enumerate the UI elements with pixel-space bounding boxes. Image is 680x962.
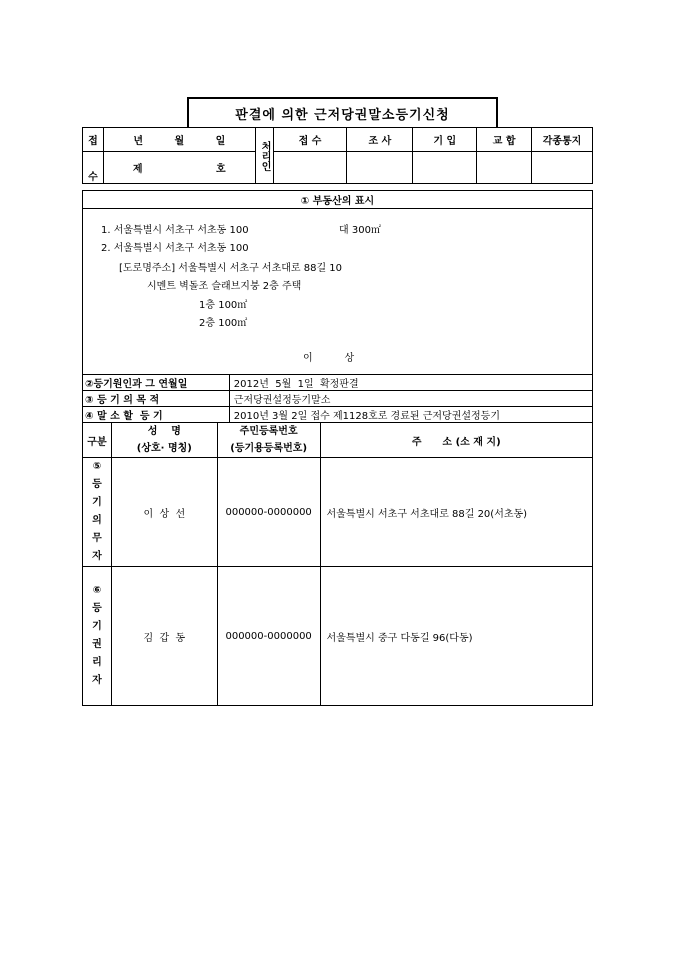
property-header: ① 부동산의 표시 (82, 190, 593, 209)
obligor-label-ch5: 자 (92, 551, 102, 562)
cell-gyohap (477, 152, 532, 184)
col-giip: 기 입 (413, 128, 477, 152)
col-name-sub: (상호· 명칭) (136, 443, 192, 454)
col-name (111, 423, 217, 458)
property-line-1: 1. 서울특별시 서초구 서초동 100 (101, 225, 249, 236)
property-end-mark: 이 상 (303, 353, 355, 364)
holder-label (83, 567, 112, 706)
col-name-main: 성 명 (147, 426, 181, 437)
cause-value: 2012년 5월 1일 확정판결 (229, 375, 592, 391)
holder-address: 서울특별시 중구 다동길 96(다동) (320, 567, 592, 706)
obligor-name: 이 상 선 (111, 458, 217, 567)
cause-label: ②등기원인과 그 연월일 (83, 375, 230, 391)
obligor-id: 000000-0000000 (217, 458, 320, 567)
purpose-value: 근저당권설정등기말소 (229, 391, 592, 407)
cell-josa (347, 152, 413, 184)
obligor-label-ch2: 기 (92, 497, 102, 508)
col-josa: 조 사 (347, 128, 413, 152)
cell-notice (532, 152, 593, 184)
col-id-sub: (등기용등록번호) (230, 443, 308, 454)
holder-name: 김 갑 동 (111, 567, 217, 706)
obligor-address: 서울특별시 서초구 서초대로 88길 20(서초동) (320, 458, 592, 567)
cancel-value: 2010년 3월 2일 접수 제1128호로 경료된 근저당권설정등기 (229, 407, 592, 423)
registration-info-table (82, 374, 593, 423)
property-line-2: 2. 서울특별시 서초구 서초동 100 (101, 243, 249, 254)
su-label: 수 (83, 152, 104, 184)
jeop-label: 접 (83, 128, 104, 152)
purpose-label: ③ 등 기 의 목 적 (83, 391, 230, 407)
cancel-label: ④ 말 소 할 등 기 (83, 407, 230, 423)
obligor-label (83, 458, 112, 567)
col-gubun: 구분 (83, 423, 112, 458)
processor-label: 처리인 (255, 128, 273, 184)
obligor-label-num: ⑤ (92, 461, 102, 472)
col-notice: 각종통지 (532, 128, 593, 152)
holder-label-num: ⑥ (92, 585, 102, 596)
property-body (82, 209, 593, 374)
holder-label-ch5: 자 (92, 675, 102, 686)
receipt-table (82, 127, 593, 184)
property-floor-2: 2층 100㎡ (199, 318, 248, 329)
property-road-address: [도로명주소] 서울특별시 서초구 서초대로 88길 10 (119, 263, 343, 274)
document-title: 판결에 의한 근저당권말소등기신청 (187, 97, 498, 127)
holder-label-ch3: 권 (92, 639, 102, 650)
col-address: 주 소 (소 재 지) (320, 423, 592, 458)
obligor-label-ch1: 등 (92, 479, 102, 490)
property-floor-1: 1층 100㎡ (199, 300, 248, 311)
cell-giip (413, 152, 477, 184)
cell-jeopsu (273, 152, 347, 184)
property-area-1: 대 300㎡ (339, 225, 381, 236)
no-label: 제 호 (103, 152, 255, 184)
obligor-label-ch3: 의 (92, 515, 102, 526)
holder-label-ch4: 리 (92, 657, 102, 668)
parties-table (82, 422, 593, 706)
col-gyohap: 교 합 (477, 128, 532, 152)
holder-label-ch2: 기 (92, 621, 102, 632)
col-id-main: 주민등록번호 (239, 426, 298, 437)
ymd-label: 년 월 일 (103, 128, 255, 152)
col-jeopsu: 접 수 (273, 128, 347, 152)
obligor-label-ch4: 무 (92, 533, 102, 544)
property-structure: 시멘트 벽돌조 슬래브지붕 2층 주택 (147, 281, 302, 292)
col-id (217, 423, 320, 458)
holder-id: 000000-0000000 (217, 567, 320, 706)
holder-label-ch1: 등 (92, 603, 102, 614)
